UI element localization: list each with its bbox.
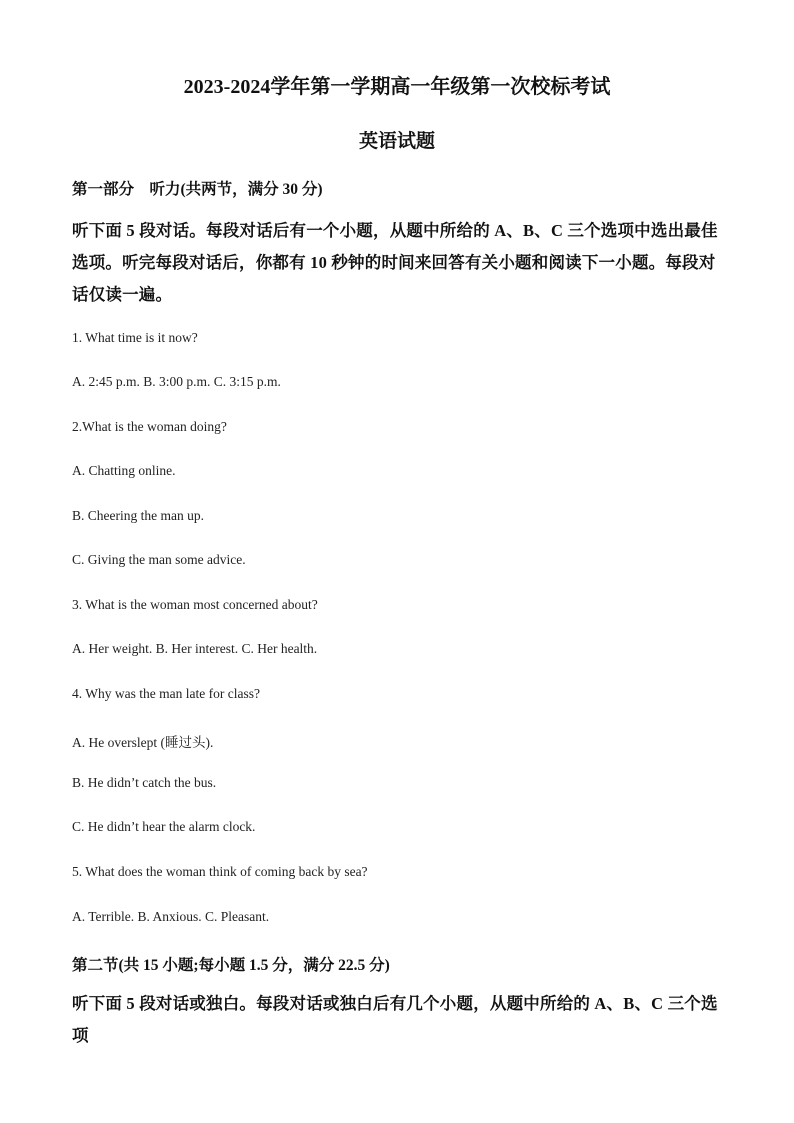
question-2-stem: 2.What is the woman doing? [72, 419, 227, 434]
question-2-option-a: A. Chatting online. [72, 463, 176, 478]
question-1-stem: 1. What time is it now? [72, 330, 198, 345]
question-5-stem: 5. What does the woman think of coming back by sea? [72, 864, 368, 879]
part1-heading: 第一部分 听力(共两节，满分 30 分) [72, 181, 323, 198]
exam-subtitle: 英语试题 [358, 131, 435, 152]
part2-instruction: 听下面 5 段对话或独白。每段对话或独白后有几个小题，从题中所给的 A、B、C 三个选项 [72, 994, 718, 1045]
question-4-stem: 4. Why was the man late for class? [72, 686, 260, 701]
question-5-options: A. Terrible. B. Anxious. C. Pleasant. [72, 909, 270, 924]
question-4-option-c: C. He didn’t hear the alarm clock. [72, 819, 256, 834]
question-4-option-a: A. He overslept (睡过头). [72, 735, 214, 750]
question-3-options: A. Her weight. B. Her interest. C. Her health. [72, 641, 318, 656]
question-4-option-b: B. He didn’t catch the bus. [72, 775, 217, 790]
question-3-stem: 3. What is the woman most concerned about? [72, 597, 318, 612]
question-1-options: A. 2:45 p.m. B. 3:00 p.m. C. 3:15 p.m. [72, 374, 281, 389]
question-2-option-b: B. Cheering the man up. [72, 508, 204, 523]
exam-title: 2023-2024学年第一学期高一年级第一次校标考试 [183, 76, 611, 98]
part1-instruction: 听下面 5 段对话。每段对话后有一个小题，从题中所给的 A、B、C 三个选项中选出最佳选项。听完每段对话后，你都有 10 秒钟的时间来回答有关小题和阅读下一小题。每段对话仅读一遍。 [72, 221, 718, 304]
part2-heading: 第二节(共 15 小题;每小题 1.5 分，满分 22.5 分) [72, 957, 390, 974]
question-2-option-c: C. Giving the man some advice. [72, 552, 246, 567]
